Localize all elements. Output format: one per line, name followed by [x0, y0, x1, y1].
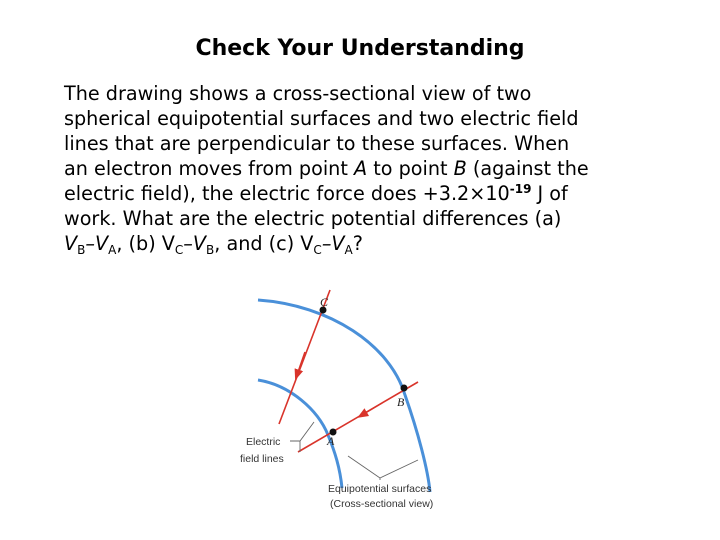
- field-line-radial-arrow: [297, 352, 305, 375]
- question-line-1: The drawing shows a cross-sectional view of two: [64, 82, 532, 105]
- q5-text-a: electric field), the electric force does +3.2×10: [64, 182, 510, 205]
- q4-point-b: B: [453, 157, 467, 180]
- q4-text-b: to point: [367, 157, 454, 180]
- q4-point-a: A: [353, 157, 368, 180]
- question-line-2: spherical equipotential surfaces and two electric field: [64, 107, 579, 130]
- q7-sub-5: C: [313, 243, 322, 257]
- point-b-label: B: [397, 395, 405, 409]
- q7-part-b: , (b) V: [116, 232, 175, 255]
- question-line-3: lines that are perpendicular to these surfaces. When: [64, 132, 570, 155]
- equipotential-label-line1: Equipotential surfaces: [328, 483, 432, 495]
- q7-dash-2: –V: [183, 232, 207, 255]
- q4-text-a: an electron moves from point: [64, 157, 354, 180]
- q5-text-b: J of: [531, 182, 568, 205]
- q4-text-c: (against the: [466, 157, 589, 180]
- q7-sub-1: B: [77, 243, 86, 257]
- q7-dash-1: –V: [85, 232, 109, 255]
- point-c-label: C: [320, 295, 329, 309]
- point-b-dot: [401, 385, 408, 392]
- q5-exponent: -19: [509, 182, 532, 196]
- field-lines-label-line1: Electric: [246, 436, 281, 448]
- q7-sub-4: B: [206, 243, 215, 257]
- field-lines-label-line2: field lines: [240, 453, 284, 465]
- q7-v1: V: [64, 232, 78, 255]
- field-line-diagonal-arrow: [362, 403, 382, 415]
- q7-end: ?: [352, 232, 363, 255]
- q7-sub-3: C: [174, 243, 184, 257]
- equipotential-label-line2: (Cross-sectional view): [330, 498, 434, 510]
- question-line-6: work. What are the electric potential differences (a): [64, 207, 562, 230]
- slide-title: Check Your Understanding: [195, 36, 525, 61]
- field-lines-leader: [290, 422, 314, 452]
- equipotential-leader: [348, 456, 418, 480]
- q7-dash-3: –V: [321, 232, 345, 255]
- q7-sub-6: A: [344, 243, 353, 257]
- point-a-label: A: [327, 434, 335, 448]
- q7-part-c: , and (c) V: [214, 232, 314, 255]
- q7-sub-2: A: [108, 243, 117, 257]
